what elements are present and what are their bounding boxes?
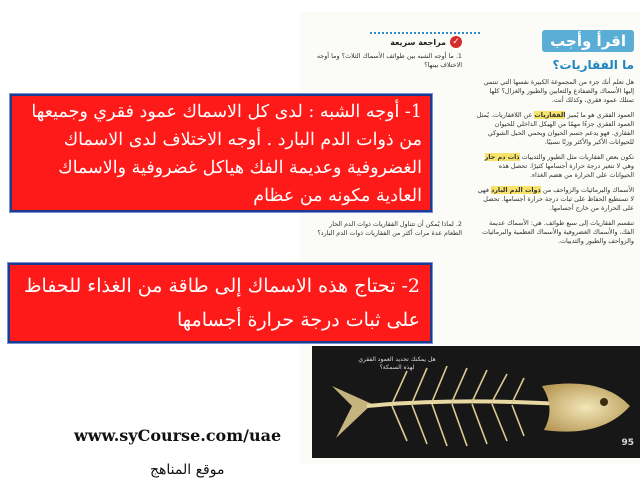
term-vertebrates: الفقاريات [534, 111, 566, 119]
answer-box-1: 1- أوجه الشبه : لدى كل الاسماك عمود فقري وجميعها من ذوات الدم البارد . أوجه الاختلاف لدى الاسماك الغضروفية وعديمة الفك هياكل غضروفية والاسماك العادية مكونه من عظام [10, 94, 432, 212]
page-number: 95 [621, 438, 634, 448]
quick-review-title: مراجعة سريعة [390, 37, 446, 47]
paragraph-3-rest: فهي لا تستطيع الحفاظ على ثبات درجة حرارة أجسامها. تحصل على الحرارة من خارج أجسامها. [477, 186, 634, 212]
checkmark-icon: ✓ [450, 36, 462, 48]
fish-skeleton-photo [312, 346, 640, 458]
paragraph-4: تنقسم الفقاريات إلى سبع طوائف. هي: الأسماك عديمة الفك، والأسماك الغضروفية والأسماك العظمية والبرمائيات والزواحف والطيور والثدييات. [482, 219, 634, 245]
term-warm-blooded: ذات دم حار [484, 153, 520, 161]
paragraph-1-rest: عن اللافقاريات. يُمثل العمود الفقري جزءًا مهمًا من الهيكل الداخلي للحيوان الفقاري. فهو يدعم جسم الحيوان ويحمي الحبل الشوكي للحيوانات الأكبر والأكثر وزنًا نسبيًا. [476, 111, 634, 146]
review-question-1: 1. ما أوجه الشبه بين طوائف الأسماك الثلاث؟ وما أوجه الاختلاف بينها؟ [316, 52, 462, 69]
watermark-site-name: موقع المناهج [150, 462, 225, 478]
section-title: اقرأ وأجب [542, 30, 634, 52]
paragraph-1-lead: العمود الفقري هو ما يُميز [567, 111, 634, 119]
paragraph-3-lead: الأسماك والبرمائيات والزواحف من [542, 186, 634, 194]
paragraph-2-rest: وهي لا تتغير درجة حرارة أجسامها كثيرًا. تحصل هذه الحيوانات على الحرارة من هضم الغذاء. [498, 162, 634, 179]
term-cold-blooded: ذوات الدم البارد [490, 186, 541, 194]
section-header [474, 30, 634, 52]
quick-review-header [312, 36, 462, 48]
header-dotted-line [370, 32, 480, 34]
paragraph-2 [474, 153, 634, 180]
paragraph-1 [474, 111, 634, 147]
photo-caption: هل يمكنك تحديد العمود الفقري لهذه السمكة؟ [358, 356, 436, 371]
paragraph-3 [474, 186, 634, 213]
intro-paragraph: هل تعلم أنك جزء من المجموعة الكبيرة نفسها التي تنتمي إليها الأسماك والضفادع والثعابين والطيور والغزال؟ كلها تمتلك عمود فقري، وكذلك أنت. [483, 78, 634, 104]
answer-box-2: 2- تحتاج هذه الاسماك إلى طاقة من الغذاء للحفاظ على ثبات درجة حرارة أجسامها [8, 263, 432, 343]
watermark-url: www.syCourse.com/uae [74, 426, 282, 445]
main-column [474, 30, 634, 246]
section-subheading: ما الفقاريات؟ [552, 58, 634, 72]
review-question-2: 2. لماذا يُمكن أن تتناول الفقاريات ذوات الدم الحار الطعام عدة مرات أكثر من الفقاريات ذوات الدم البارد؟ [317, 220, 462, 237]
paragraph-2-lead: تكون بعض الفقاريات مثل الطيور والثدييات [521, 153, 634, 161]
